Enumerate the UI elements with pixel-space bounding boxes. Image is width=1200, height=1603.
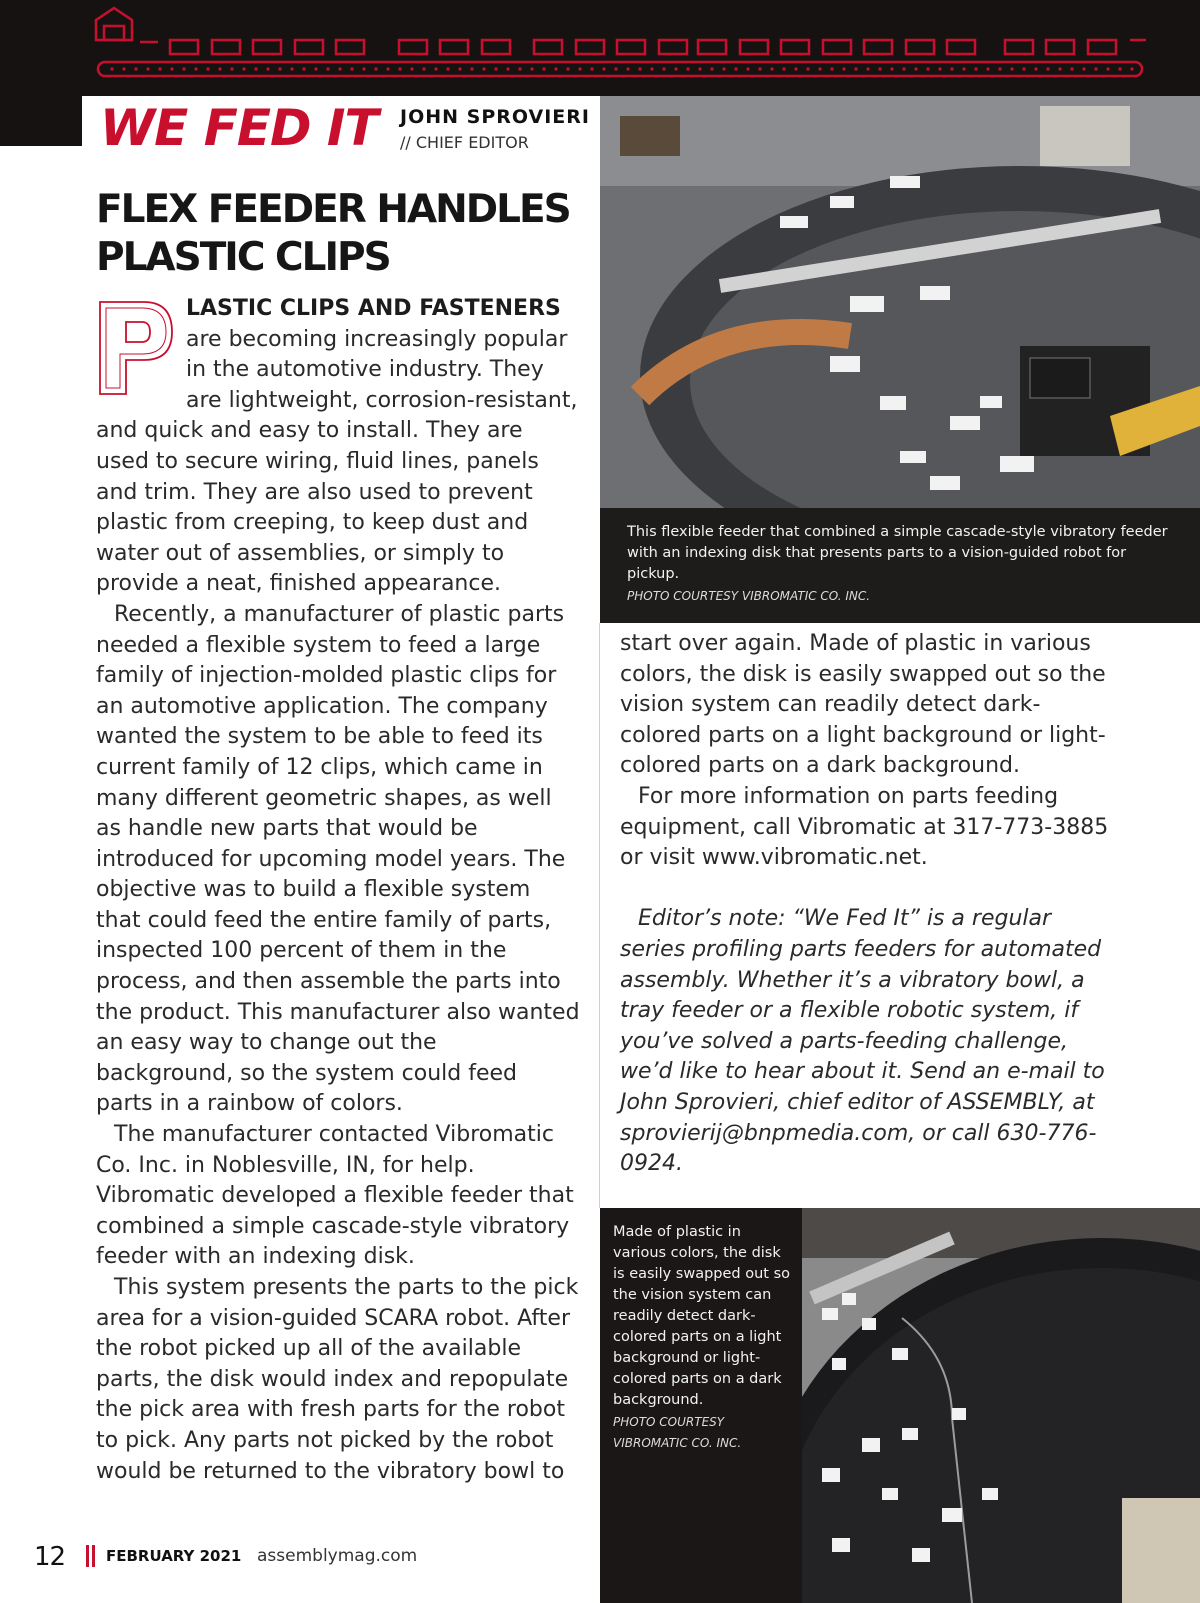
column-divider xyxy=(599,623,600,1208)
author-name: JOHN SPROVIERI xyxy=(400,106,590,128)
photo-caption-bottom xyxy=(600,1208,802,1603)
website-url: assemblymag.com xyxy=(257,1546,418,1566)
photo-credit: PHOTO COURTESY VIBROMATIC CO. INC. xyxy=(613,1415,742,1450)
feeder-bowl-illustration-icon xyxy=(600,96,1200,508)
issue-date: FEBRUARY 2021 xyxy=(106,1547,242,1565)
feeder-photo-top xyxy=(600,96,1200,508)
paragraph-5: For more information on parts feeding equipment, call Vibromatic at 317-773-3885 or visit www.vibromatic.net. xyxy=(620,783,1109,871)
page-number: 12 xyxy=(34,1542,66,1572)
paragraph-4-continued: start over again. Made of plastic in various colors, the disk is easily swapped out so the vision system can readily detect dark-colored parts on a light background or light-colored parts on a dark background. xyxy=(620,631,1106,779)
paragraph-2: Recently, a manufacturer of plastic parts needed a flexible system to feed a large family of injection-molded plastic clips for an automotive application. The company wanted the system to be able to feed its current family of 12 clips, which came in many different geometric shapes, as well as handle new parts that would be introduced for upcoming model years. The objective was to build a flexible system that could feed the entire family of parts, inspected 100 percent of them in the process, and then assemble the parts into the product. This manufacturer also wanted an easy way to change out the background, so the system could feed parts in a rainbow of colors. xyxy=(96,601,580,1117)
circuit-decoration-icon xyxy=(0,0,1200,96)
paragraph-1 xyxy=(96,294,580,600)
paragraph-3: The manufacturer contacted Vibromatic Co. Inc. in Noblesville, IN, for help. Vibromatic developed a flexible feeder that combined a simple cascade-style vibratory feeder with an indexing disk. xyxy=(96,1122,574,1270)
article-column-left xyxy=(96,294,580,1487)
department-title: WE FED IT xyxy=(100,99,378,157)
article-headline: FLEX FEEDER HANDLES PLASTIC CLIPS xyxy=(96,187,570,280)
masthead-corner-block xyxy=(0,96,82,146)
photo-credit: PHOTO COURTESY VIBROMATIC CO. INC. xyxy=(627,589,871,603)
author-role: // CHIEF EDITOR xyxy=(400,133,529,152)
article-column-right xyxy=(620,629,1120,1180)
footer-divider-icon xyxy=(86,1545,95,1567)
dot-rail xyxy=(110,67,1133,70)
paragraph-4: This system presents the parts to the pick area for a vision-guided SCARA robot. After the robot picked up all of the available parts, the disk would index and repopulate the pick area with fresh parts for the robot to pick. Any parts not picked by the robot would be returned to the vibratory bowl to xyxy=(96,1275,579,1484)
caption-text: This flexible feeder that combined a simple cascade-style vibratory feeder with an indexing disk that presents parts to a vision-guided robot for pickup. xyxy=(627,524,1168,582)
indexing-disk-illustration-icon xyxy=(802,1208,1200,1603)
drop-cap-p-icon xyxy=(96,298,176,398)
caption-text: Made of plastic in various colors, the disk is easily swapped out so the vision system can readily detect dark-colored parts on a light background or light-colored parts on a dark background. xyxy=(613,1224,791,1408)
feeder-photo-bottom xyxy=(802,1208,1200,1603)
editors-note: Editor’s note: “We Fed It” is a regular series profiling parts feeders for automated assembly. Whether it’s a vibratory bowl, a tray feeder or a flexible robotic system, if you’ve solved a parts-feeding challenge, we’d like to hear about it. Send an e-mail to John Sprovieri, chief editor of ASSEMBLY, at sprovierij@bnpmedia.com, or call 630-776-0924. xyxy=(620,906,1105,1177)
photo-caption-top xyxy=(600,508,1200,623)
paragraph-1-text: are becoming increasingly popular in the automotive industry. They are lightweight, corrosion-resistant, and quick and easy to install. They are used to secure wiring, fluid lines, panels and trim. They are also used to prevent plastic from creeping, to keep dust and water out of assemblies, or simply to provide a neat, finished appearance. xyxy=(96,326,578,597)
lead-in: LASTIC CLIPS AND FASTENERS xyxy=(186,296,561,321)
